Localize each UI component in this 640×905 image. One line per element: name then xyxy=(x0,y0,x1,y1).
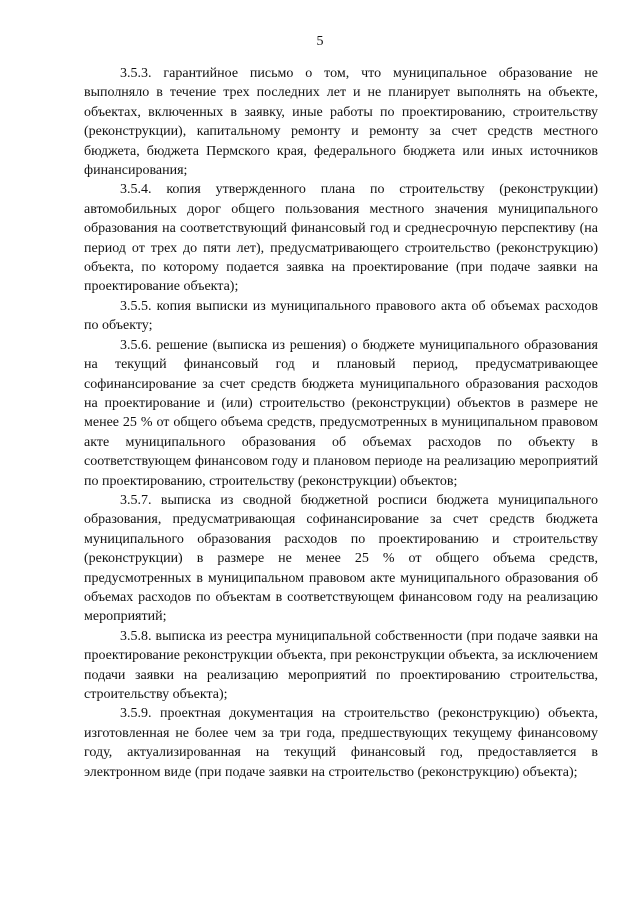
paragraph-3-5-6: 3.5.6. решение (выписка из решения) о бюджете муниципального образования на текущий финансовый год и плановый период, предусматривающее софинансирование за счет средств бюджета муниципального образования расходов на проектирование и (или) строительство (реконструкции) объектов в размере не менее 25 % от общего объема средств, предусмотренных в муниципальном правовом акте муниципального образования об объемах расходов по объекту в соответствующем финансовом году и плановом периоде на реализацию мероприятий по проектированию, строительству (реконструкции) объектов; xyxy=(84,337,598,489)
paragraph-3-5-4: 3.5.4. копия утвержденного плана по строительству (реконструкции) автомобильных дорог общего пользования местного значения муниципального образования на соответствующий финансовый год и среднесрочную перспективу (на период от трех до пяти лет), предусматривающего строительство (реконструкцию) объекта, по которому подается заявка на проектирование (при подаче заявки на проектирование объекта); xyxy=(84,182,598,295)
paragraph-3-5-3: 3.5.3. гарантийное письмо о том, что муниципальное образование не выполняло в течение трех последних лет и не планирует выполнять на объекте, объектах, включенных в заявку, иные работы по проектированию, строительству (реконструкции), капитальному ремонту и ремонту за счет средств местного бюджета, бюджета Пермского края, федерального бюджета или иных источников финансирования; xyxy=(84,66,598,179)
page-number: 5 xyxy=(316,34,324,49)
paragraph-3-5-8: 3.5.8. выписка из реестра муниципальной собственности (при подаче заявки на проектирование реконструкции объекта, при реконструкции объекта, за исключением подачи заявки на реализацию мероприятий по проектированию строительства, строительству объекта); xyxy=(84,628,598,702)
paragraph-3-5-5: 3.5.5. копия выписки из муниципального правового акта об объемах расходов по объекту; xyxy=(84,298,598,334)
paragraph-3-5-9: 3.5.9. проектная документация на строительство (реконструкцию) объекта, изготовленная не более чем за три года, предшествующих текущему финансовому году, актуализированная на текущий финансовый год, предоставляется в электронном виде (при подаче заявки на строительство (реконструкцию) объекта); xyxy=(84,706,598,780)
paragraph-3-5-7: 3.5.7. выписка из сводной бюджетной росписи бюджета муниципального образования, предусматривающая софинансирование за счет средств бюджета муниципального образования расходов по проектированию и строительству (реконструкции) в размере не менее 25 % от общего объема средств, предусмотренных в муниципальном правовом акте муниципального образования об объемах расходов по объектам в соответствующем финансовом году на реализацию мероприятий; xyxy=(84,492,598,625)
document-body xyxy=(84,64,598,782)
